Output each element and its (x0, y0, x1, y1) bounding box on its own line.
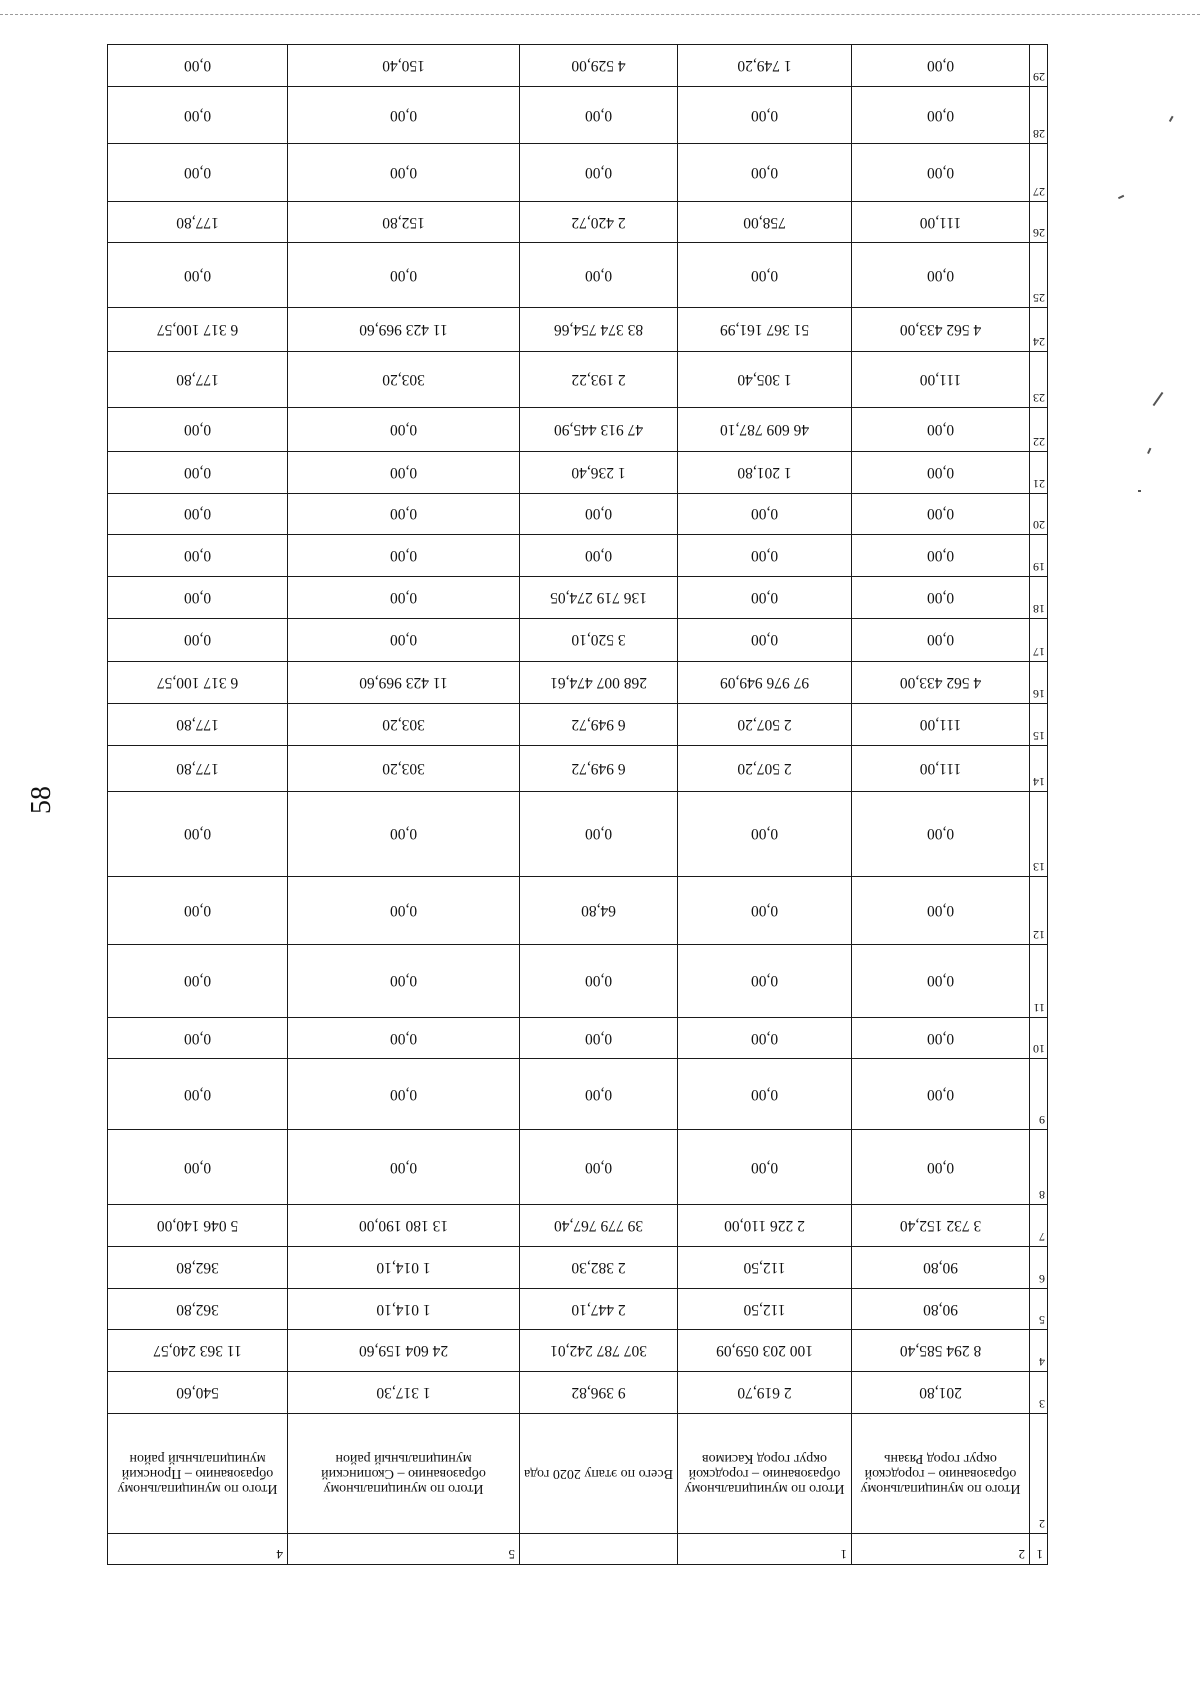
value-cell: 1 317,30 (288, 1372, 520, 1414)
row-number: 24 (1030, 307, 1048, 351)
row-number: 19 (1030, 535, 1048, 577)
row-number: 20 (1030, 493, 1048, 535)
column-label-text: Итого по муниципальному образованию – Скопинский муниципальный район (321, 1450, 486, 1496)
row-number: 16 (1030, 662, 1048, 704)
value-cell: 112,50 (678, 1288, 852, 1330)
value-cell: 51 367 161,99 (678, 307, 852, 351)
value-cell: 0,00 (288, 1017, 520, 1059)
value-cell: 307 787 242,01 (520, 1330, 678, 1372)
value-cell: 1 305,40 (678, 351, 852, 407)
row-number: 18 (1030, 576, 1048, 618)
row-number: 6 (1030, 1247, 1048, 1289)
row-number: 21 (1030, 451, 1048, 493)
column-label-text: Итого по муниципальному образованию – Пронский муниципальный район (117, 1450, 278, 1496)
value-cell: 0,00 (852, 944, 1030, 1017)
row-number: 11 (1030, 944, 1048, 1017)
value-cell: 64,80 (520, 877, 678, 945)
row-number: 9 (1030, 1059, 1048, 1130)
value-cell: 0,00 (108, 944, 288, 1017)
value-cell: 0,00 (288, 451, 520, 493)
value-cell: 0,00 (520, 493, 678, 535)
value-cell: 0,00 (108, 408, 288, 452)
value-cell: 201,80 (852, 1372, 1030, 1414)
column-marker: 5 (288, 1533, 520, 1564)
value-cell: 111,00 (852, 704, 1030, 746)
value-cell: 0,00 (520, 1059, 678, 1130)
value-cell: 6 317 100,57 (108, 662, 288, 704)
value-cell: 0,00 (108, 576, 288, 618)
value-cell: 0,00 (678, 944, 852, 1017)
value-cell: 362,80 (108, 1288, 288, 1330)
value-cell: 8 294 585,40 (852, 1330, 1030, 1372)
column-marker: 1 (678, 1533, 852, 1564)
table-row (108, 944, 1048, 1017)
value-cell: 112,50 (678, 1247, 852, 1289)
value-cell: 0,00 (852, 618, 1030, 662)
value-cell: 0,00 (852, 535, 1030, 577)
row-number: 27 (1030, 144, 1048, 201)
value-cell: 177,80 (108, 351, 288, 407)
value-cell: 0,00 (520, 791, 678, 876)
table-row (108, 618, 1048, 662)
value-cell: 0,00 (520, 944, 678, 1017)
table-row (108, 451, 1048, 493)
value-cell: 83 374 754,66 (520, 307, 678, 351)
value-cell: 90,80 (852, 1247, 1030, 1289)
value-cell: 0,00 (520, 1017, 678, 1059)
row-number: 29 (1030, 45, 1048, 87)
row-number: 23 (1030, 351, 1048, 407)
value-cell: 0,00 (108, 144, 288, 201)
row-number: 4 (1030, 1330, 1048, 1372)
value-cell: 0,00 (108, 535, 288, 577)
value-cell: 0,00 (288, 944, 520, 1017)
value-cell: 0,00 (520, 243, 678, 308)
column-label (678, 1413, 852, 1533)
table-row (108, 535, 1048, 577)
value-cell: 0,00 (108, 451, 288, 493)
value-cell: 0,00 (288, 408, 520, 452)
value-cell: 2 447,10 (520, 1288, 678, 1330)
value-cell: 2 382,30 (520, 1247, 678, 1289)
value-cell: 47 913 445,90 (520, 408, 678, 452)
value-cell: 4 562 433,00 (852, 307, 1030, 351)
row-number: 22 (1030, 408, 1048, 452)
row-number: 14 (1030, 745, 1048, 791)
row-number: 5 (1030, 1288, 1048, 1330)
scan-speck (1147, 448, 1151, 454)
value-cell: 0,00 (108, 877, 288, 945)
value-cell: 2 226 110,00 (678, 1205, 852, 1247)
value-cell: 0,00 (288, 535, 520, 577)
value-cell: 1 236,40 (520, 451, 678, 493)
value-cell: 11 423 969,60 (288, 662, 520, 704)
row-number: 8 (1030, 1130, 1048, 1205)
value-cell: 3 520,10 (520, 618, 678, 662)
table-row (108, 243, 1048, 308)
row-number: 7 (1030, 1205, 1048, 1247)
value-cell: 0,00 (108, 1059, 288, 1130)
value-cell: 150,40 (288, 45, 520, 87)
column-label-text: Итого по муниципальному образованию – городской округ город Рязань (860, 1450, 1021, 1496)
table-row (108, 201, 1048, 243)
value-cell: 2 420,72 (520, 201, 678, 243)
table-row (108, 1130, 1048, 1205)
budget-table (107, 44, 1048, 1565)
table-row (108, 877, 1048, 945)
column-marker: 4 (108, 1533, 288, 1564)
value-cell: 11 363 240,57 (108, 1330, 288, 1372)
value-cell: 0,00 (678, 1017, 852, 1059)
value-cell: 0,00 (678, 791, 852, 876)
value-cell: 2 507,20 (678, 704, 852, 746)
value-cell: 100 203 059,09 (678, 1330, 852, 1372)
value-cell: 303,20 (288, 704, 520, 746)
value-cell: 0,00 (520, 87, 678, 144)
value-cell: 0,00 (288, 1059, 520, 1130)
table-row (108, 1372, 1048, 1414)
value-cell: 2 507,20 (678, 745, 852, 791)
value-cell: 111,00 (852, 201, 1030, 243)
value-cell: 3 732 152,40 (852, 1205, 1030, 1247)
value-cell: 0,00 (108, 1017, 288, 1059)
table-row (108, 704, 1048, 746)
column-label (520, 1413, 678, 1533)
page-number: 58 (26, 786, 57, 814)
column-number-row (108, 1533, 1048, 1564)
scan-speck (1138, 490, 1141, 492)
value-cell: 0,00 (852, 408, 1030, 452)
row-number: 12 (1030, 877, 1048, 945)
value-cell: 13 180 190,00 (288, 1205, 520, 1247)
column-label (108, 1413, 288, 1533)
value-cell: 0,00 (678, 144, 852, 201)
value-cell: 0,00 (678, 535, 852, 577)
value-cell: 0,00 (852, 1059, 1030, 1130)
value-cell: 0,00 (520, 1130, 678, 1205)
value-cell: 6 949,72 (520, 704, 678, 746)
table-row (108, 408, 1048, 452)
scan-speck (1118, 195, 1124, 199)
value-cell: 1 749,20 (678, 45, 852, 87)
value-cell: 0,00 (678, 493, 852, 535)
table-row (108, 1059, 1048, 1130)
value-cell: 111,00 (852, 745, 1030, 791)
row-number: 28 (1030, 87, 1048, 144)
table-row (108, 576, 1048, 618)
value-cell: 0,00 (852, 877, 1030, 945)
row-number: 26 (1030, 201, 1048, 243)
value-cell: 0,00 (108, 45, 288, 87)
value-cell: 0,00 (852, 87, 1030, 144)
value-cell: 97 976 949,09 (678, 662, 852, 704)
value-cell: 6 317 100,57 (108, 307, 288, 351)
value-cell: 1 014,10 (288, 1288, 520, 1330)
value-cell: 6 949,72 (520, 745, 678, 791)
table-row (108, 87, 1048, 144)
budget-table-frame (108, 44, 1048, 1565)
value-cell: 0,00 (108, 791, 288, 876)
column-label (852, 1413, 1030, 1533)
value-cell: 39 779 767,40 (520, 1205, 678, 1247)
value-cell: 0,00 (678, 1130, 852, 1205)
scan-edge-line (0, 14, 1200, 15)
value-cell: 0,00 (852, 1017, 1030, 1059)
value-cell: 0,00 (678, 87, 852, 144)
value-cell: 0,00 (520, 144, 678, 201)
column-label-text: Всего по этапу 2020 года (524, 1465, 673, 1481)
value-cell: 90,80 (852, 1288, 1030, 1330)
table-row (108, 1330, 1048, 1372)
row-number: 17 (1030, 618, 1048, 662)
value-cell: 0,00 (852, 144, 1030, 201)
row-number: 15 (1030, 704, 1048, 746)
value-cell: 2 193,22 (520, 351, 678, 407)
value-cell: 136 719 274,05 (520, 576, 678, 618)
column-label-text: Итого по муниципальному образованию – городской округ город Касимов (684, 1450, 845, 1496)
value-cell: 303,20 (288, 745, 520, 791)
value-cell: 24 604 159,60 (288, 1330, 520, 1372)
value-cell: 0,00 (108, 87, 288, 144)
value-cell: 268 007 474,61 (520, 662, 678, 704)
value-cell: 111,00 (852, 351, 1030, 407)
value-cell: 0,00 (852, 493, 1030, 535)
value-cell: 0,00 (288, 144, 520, 201)
value-cell: 0,00 (108, 243, 288, 308)
value-cell: 540,60 (108, 1372, 288, 1414)
row-number: 25 (1030, 243, 1048, 308)
value-cell: 177,80 (108, 745, 288, 791)
row-number: 10 (1030, 1017, 1048, 1059)
row-number: 3 (1030, 1372, 1048, 1414)
row-number: 13 (1030, 791, 1048, 876)
table-row (108, 1288, 1048, 1330)
value-cell: 0,00 (288, 1130, 520, 1205)
value-cell: 177,80 (108, 201, 288, 243)
value-cell: 0,00 (288, 87, 520, 144)
value-cell: 2 619,70 (678, 1372, 852, 1414)
row-number: 2 (1030, 1413, 1048, 1533)
value-cell: 0,00 (288, 877, 520, 945)
value-cell: 0,00 (678, 576, 852, 618)
value-cell: 0,00 (678, 1059, 852, 1130)
value-cell: 0,00 (288, 791, 520, 876)
value-cell: 0,00 (288, 618, 520, 662)
value-cell: 0,00 (852, 576, 1030, 618)
value-cell: 758,00 (678, 201, 852, 243)
value-cell: 4 562 433,00 (852, 662, 1030, 704)
column-marker (520, 1533, 678, 1564)
table-row (108, 144, 1048, 201)
value-cell: 46 609 787,10 (678, 408, 852, 452)
table-row (108, 745, 1048, 791)
value-cell: 5 046 140,00 (108, 1205, 288, 1247)
value-cell: 0,00 (852, 243, 1030, 308)
value-cell: 0,00 (852, 451, 1030, 493)
table-row (108, 493, 1048, 535)
table-row (108, 662, 1048, 704)
scan-speck (1153, 392, 1164, 406)
value-cell: 303,20 (288, 351, 520, 407)
column-label (288, 1413, 520, 1533)
table-row (108, 307, 1048, 351)
value-cell: 0,00 (108, 1130, 288, 1205)
value-cell: 4 529,00 (520, 45, 678, 87)
table-row (108, 1247, 1048, 1289)
value-cell: 0,00 (288, 243, 520, 308)
value-cell: 0,00 (288, 493, 520, 535)
value-cell: 11 423 969,60 (288, 307, 520, 351)
table-row (108, 1205, 1048, 1247)
table-row (108, 791, 1048, 876)
table-row (108, 351, 1048, 407)
header-row (108, 1413, 1048, 1533)
value-cell: 362,80 (108, 1247, 288, 1289)
value-cell: 0,00 (678, 877, 852, 945)
value-cell: 1 014,10 (288, 1247, 520, 1289)
value-cell: 0,00 (108, 493, 288, 535)
value-cell: 0,00 (852, 45, 1030, 87)
value-cell: 0,00 (288, 576, 520, 618)
value-cell: 0,00 (678, 618, 852, 662)
value-cell: 0,00 (108, 618, 288, 662)
table-row (108, 45, 1048, 87)
value-cell: 0,00 (678, 243, 852, 308)
value-cell: 177,80 (108, 704, 288, 746)
value-cell: 9 396,82 (520, 1372, 678, 1414)
value-cell: 152,80 (288, 201, 520, 243)
table-row (108, 1017, 1048, 1059)
scan-speck (1169, 116, 1173, 122)
row-number: 1 (1030, 1533, 1048, 1564)
value-cell: 0,00 (520, 535, 678, 577)
value-cell: 0,00 (852, 1130, 1030, 1205)
value-cell: 0,00 (852, 791, 1030, 876)
column-marker: 2 (852, 1533, 1030, 1564)
value-cell: 1 201,80 (678, 451, 852, 493)
